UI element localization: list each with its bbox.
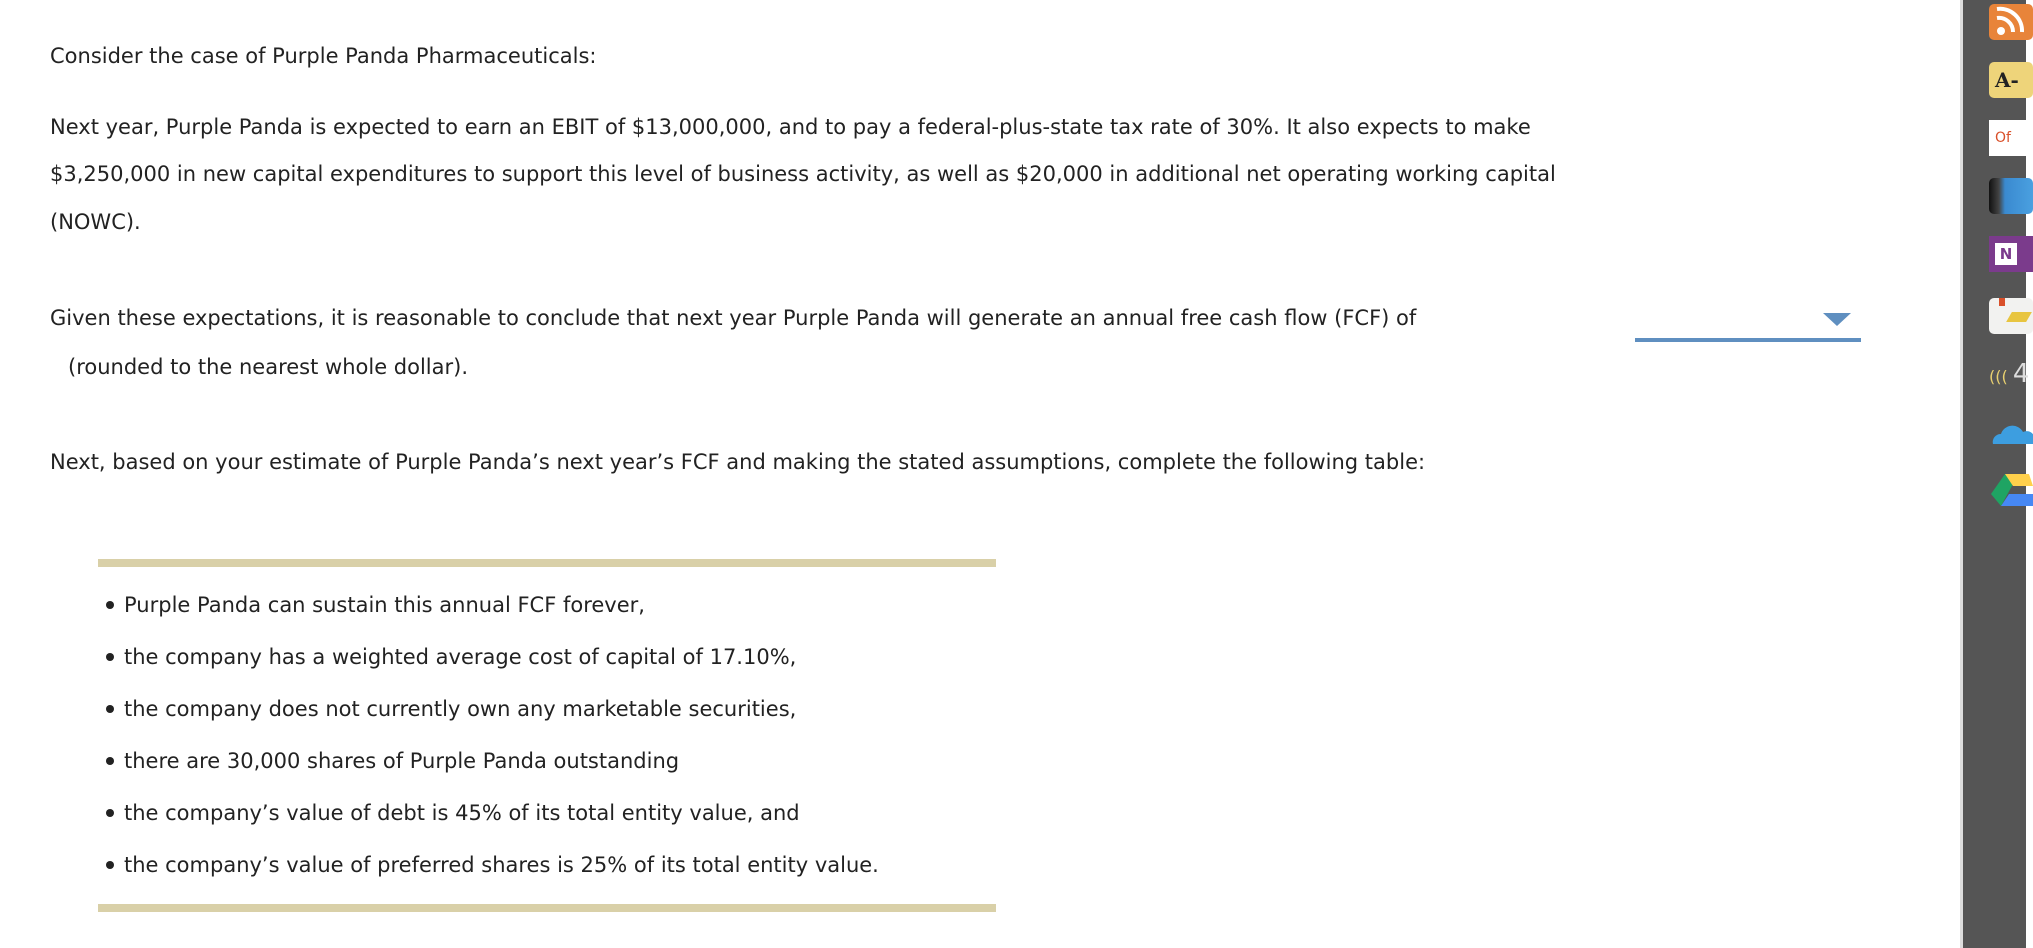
rounding-note: (rounded to the nearest whole dollar). xyxy=(68,355,469,379)
onenote-label: N xyxy=(1995,243,2017,265)
office-icon[interactable] xyxy=(1989,120,2033,156)
bookmark-reader-icon[interactable] xyxy=(1989,298,2033,334)
assumptions-list xyxy=(98,583,879,895)
list-item: the company’s value of preferred shares is 25% of its total entity value. xyxy=(98,843,879,895)
list-item: the company’s value of debt is 45% of its total entity value, and xyxy=(98,791,879,843)
office-label: Of xyxy=(1995,130,2011,146)
paragraph-line: Next year, Purple Panda is expected to earn an EBIT of $13,000,000, and to pay a federal-plus-state tax rate of 30%. It also expects to make xyxy=(50,115,1531,139)
extensions-sidebar xyxy=(1960,0,2030,948)
divider-top xyxy=(98,559,996,567)
list-item: there are 30,000 shares of Purple Panda outstanding xyxy=(98,739,879,791)
paragraph-line: $3,250,000 in new capital expenditures to support this level of business activity, as well as $20,000 in additional net operating working capital xyxy=(50,162,1556,186)
intro-text: Consider the case of Purple Panda Pharmaceuticals: xyxy=(50,44,597,68)
fcf-dropdown[interactable] xyxy=(1635,310,1861,342)
divider-bottom xyxy=(98,904,996,912)
wireless-4g-icon[interactable]: ((( 4 xyxy=(1989,359,2030,389)
google-drive-icon[interactable] xyxy=(1989,472,2033,508)
list-item: the company has a weighted average cost of capital of 17.10%, xyxy=(98,635,879,687)
table-instruction: Next, based on your estimate of Purple Panda’s next year’s FCF and making the stated assumptions, complete the following table: xyxy=(50,450,1426,474)
onenote-icon[interactable] xyxy=(1989,236,2033,272)
chevron-down-icon xyxy=(1823,313,1851,326)
paragraph-line: (NOWC). xyxy=(50,210,141,234)
fcf-question-text: Given these expectations, it is reasonable to conclude that next year Purple Panda will generate an annual free cash flow (FCF) of xyxy=(50,306,1417,330)
book-icon[interactable] xyxy=(1989,178,2033,214)
list-item: the company does not currently own any marketable securities, xyxy=(98,687,879,739)
font-size-icon[interactable]: A- xyxy=(1989,62,2033,98)
rss-icon[interactable] xyxy=(1989,4,2033,40)
cloud-icon[interactable] xyxy=(1989,414,2033,450)
list-item: Purple Panda can sustain this annual FCF forever, xyxy=(98,583,879,635)
